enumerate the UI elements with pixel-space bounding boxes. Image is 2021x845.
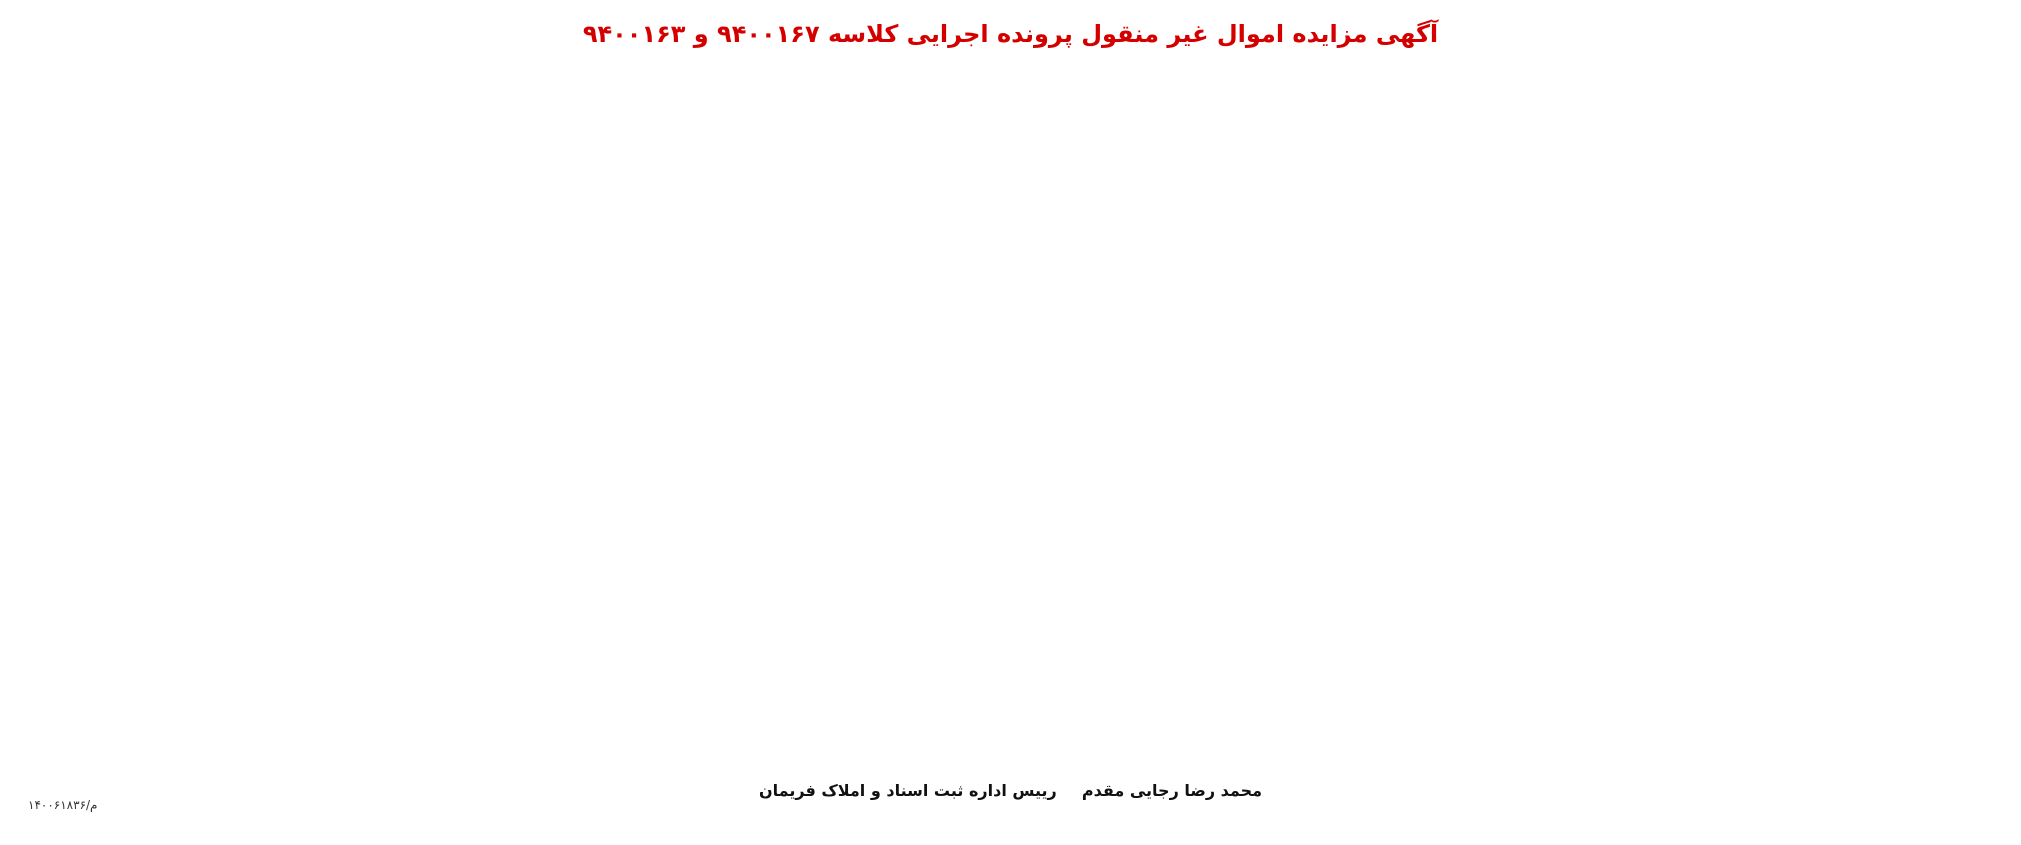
notice-body <box>28 58 1993 758</box>
reference-number: م/۱۴۰۰۶۱۸۳۶ <box>28 798 98 812</box>
notice-headline: آگهی مزایده اموال غیر منقول پرونده اجرایی کلاسه ۹۴۰۰۱۶۷ و ۹۴۰۰۱۶۳ <box>582 20 1439 48</box>
signatory-title: رییس اداره ثبت اسناد و املاک فریمان <box>758 781 1057 800</box>
signatory-name: محمد رضا رجایی مقدم <box>1081 781 1263 800</box>
auction-notice <box>28 18 1993 833</box>
signature-block <box>28 780 1993 802</box>
